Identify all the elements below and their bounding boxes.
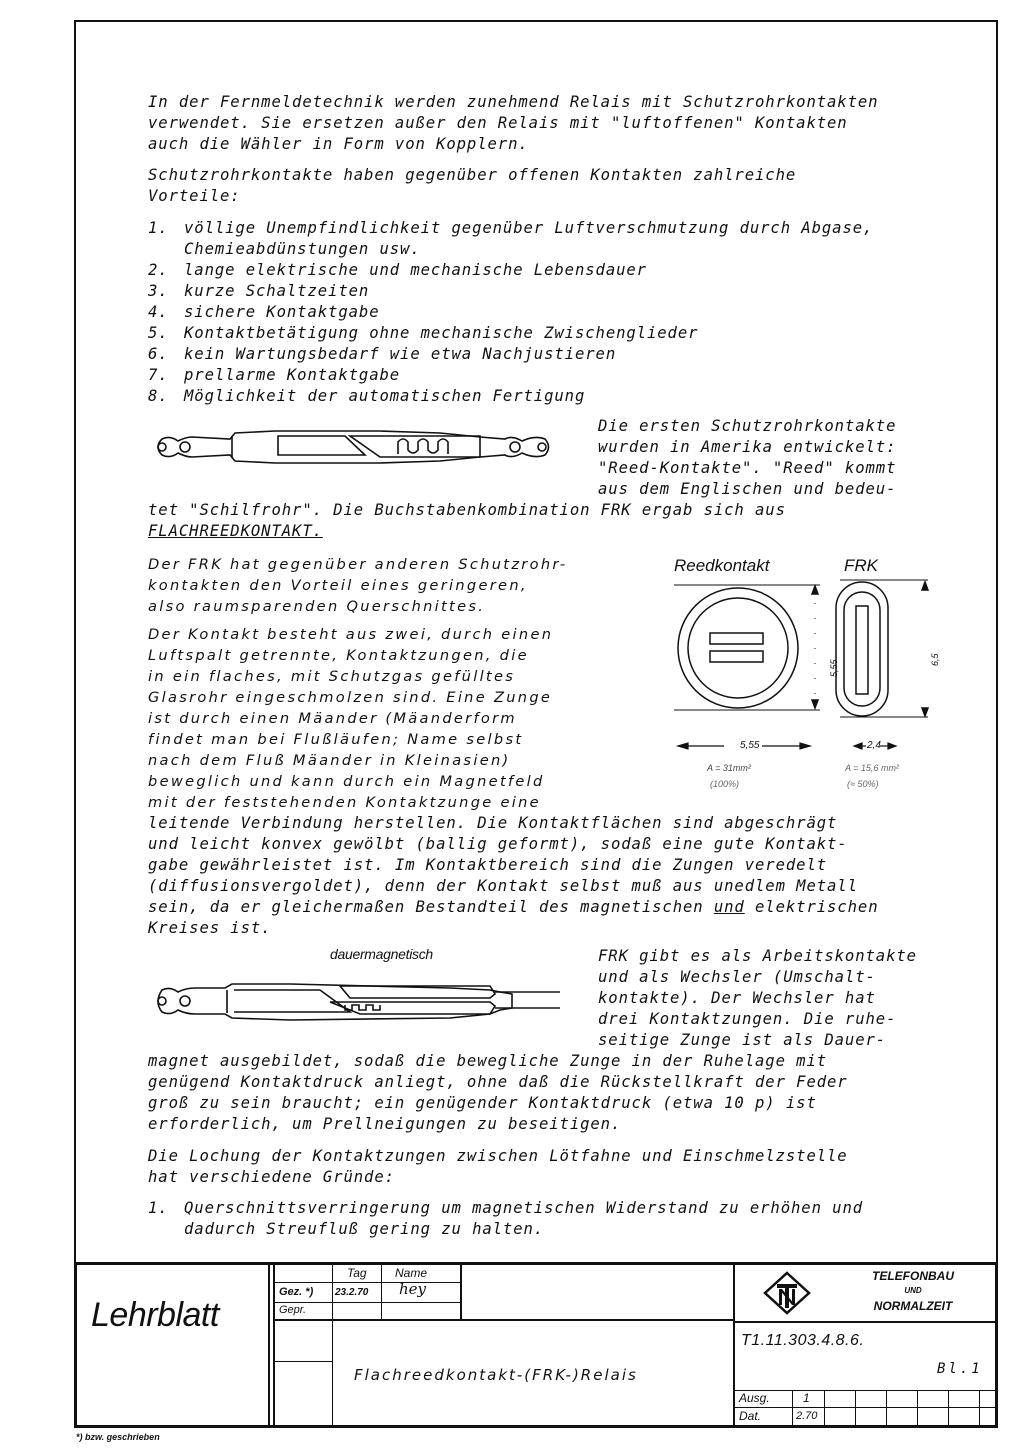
document-number: T1.11.303.4.8.6.: [741, 1332, 865, 1349]
divider: [948, 1390, 949, 1425]
divider: [735, 1407, 995, 1408]
text-line: (diffusionsvergoldet), denn der Kontakt selbst muß aus unedlem Metall: [148, 877, 858, 895]
text-line: und leicht konvex gewölbt (ballig geformt), sodaß eine gute Kontakt-: [148, 835, 848, 853]
col-header-name: Name: [395, 1266, 428, 1280]
date-value: 2.70: [796, 1410, 818, 1422]
text-line: Glasrohr eingeschmolzen sind. Eine Zunge: [148, 689, 553, 706]
reed-label: Reedkontakt: [674, 556, 770, 575]
row-label-gez: Gez. *): [279, 1286, 314, 1298]
divider: [332, 1265, 333, 1425]
list-item: Querschnittsverringerung um magnetischen Widerstand zu erhöhen und: [184, 1199, 864, 1217]
text-line: Vorteile:: [148, 187, 241, 205]
text-line: tet "Schilfrohr". Die Buchstabenkombination FRK ergab sich aus: [148, 501, 786, 519]
date-label: Dat.: [739, 1409, 762, 1423]
text-line: Luftspalt getrennte, Kontaktzungen, die: [148, 647, 529, 664]
list-item: Kontaktbetätigung ohne mechanische Zwischenglieder: [184, 324, 699, 342]
list-number: 6.: [148, 345, 169, 363]
text-line: gabe gewährleistet ist. Im Kontaktbereich sind die Zungen veredelt: [148, 856, 828, 874]
reed-contact-drawing: [150, 425, 560, 470]
text-segment: elektrischen: [744, 898, 879, 916]
text-line: Schutzrohrkontakte haben gegenüber offenen Kontakten zahlreiche: [148, 166, 797, 184]
sheet-type-cell: [77, 1265, 270, 1425]
divider: [979, 1390, 980, 1425]
divider: [792, 1390, 793, 1425]
text-line: kontakten den Vorteil eines geringeren,: [148, 577, 528, 594]
text-line: FLACHREEDKONTAKT.: [148, 522, 323, 540]
sheet-number: Bl.1: [937, 1361, 983, 1377]
text-line: seitige Zunge ist als Dauer-: [598, 1031, 887, 1049]
text-line: Der Kontakt besteht aus zwei, durch einen: [148, 626, 554, 643]
issue-value: 1: [803, 1391, 810, 1405]
list-number: 5.: [148, 324, 169, 342]
width-dimension-arrows: [674, 740, 934, 752]
divider: [735, 1321, 995, 1323]
frk-label: FRK: [844, 556, 878, 575]
title-block: [74, 1262, 998, 1428]
divider: [275, 1361, 332, 1362]
list-item: völlige Unempfindlichkeit gegenüber Luftverschmutzung durch Abgase,: [184, 219, 874, 237]
figure-label-permanent-magnet: dauermagnetisch: [330, 946, 433, 962]
text-line: Der FRK hat gegenüber anderen Schutzrohr-: [148, 556, 568, 573]
reed-width-dim: 5,55: [740, 740, 760, 751]
text-line: aus dem Englischen und bedeu-: [598, 480, 897, 498]
list-item-continuation: Chemieabdünstungen usw.: [184, 240, 421, 258]
list-number: 1.: [148, 219, 169, 237]
frk-area: A = 15,6 mm²: [845, 763, 899, 773]
list-number: 8.: [148, 387, 169, 405]
text-line: auch die Wähler in Form von Kopplern.: [148, 135, 529, 153]
list-item: kurze Schaltzeiten: [184, 282, 370, 300]
text-line: hat verschiedene Gründe:: [148, 1168, 395, 1186]
text-line: nach dem Fluß Mäander in Kleinasien): [148, 752, 511, 769]
list-item: prellarme Kontaktgabe: [184, 366, 401, 384]
divider: [886, 1390, 887, 1425]
col-header-tag: Tag: [347, 1266, 367, 1280]
company-logo: [763, 1271, 811, 1315]
list-item: sichere Kontaktgabe: [184, 303, 380, 321]
list-number: 7.: [148, 366, 169, 384]
text-line: verwendet. Sie ersetzen außer den Relais mit "luftoffenen" Kontakten: [148, 114, 848, 132]
text-line: genügend Kontaktdruck anliegt, ohne daß die Rückstellkraft der Feder: [148, 1073, 848, 1091]
text-line: [148, 897, 878, 917]
reed-height-dim: 5,55: [829, 659, 839, 677]
list-item: Möglichkeit der automatischen Fertigung: [184, 387, 586, 405]
divider: [275, 1319, 734, 1321]
divider: [460, 1265, 462, 1319]
list-number: 2.: [148, 261, 169, 279]
drawn-date: 23.2.70: [335, 1287, 369, 1298]
text-line: groß zu sein braucht; ein genügender Kontaktdruck (etwa 10 p) ist: [148, 1094, 817, 1112]
text-segment: sein, da er gleichermaßen Bestandteil des magnetischen: [148, 898, 714, 916]
frk-percent: (≈ 50%): [847, 779, 879, 789]
list-number: 3.: [148, 282, 169, 300]
divider: [855, 1390, 856, 1425]
divider: [733, 1265, 735, 1425]
text-line: erforderlich, um Prellneigungen zu beseitigen.: [148, 1115, 622, 1133]
text-line: Kreises ist.: [148, 919, 272, 937]
sheet-type: Lehrblatt: [91, 1296, 219, 1334]
document-title: Flachreedkontakt-(FRK-)Relais: [354, 1366, 638, 1384]
issue-label: Ausg.: [739, 1391, 770, 1405]
divider: [735, 1390, 995, 1391]
text-line: Die Lochung der Kontaktzungen zwischen Lötfahne und Einschmelzstelle: [148, 1147, 848, 1165]
list-number: 4.: [148, 303, 169, 321]
company-name-line1: TELEFONBAU: [872, 1269, 954, 1283]
text-line: kontakte). Der Wechsler hat: [598, 989, 876, 1007]
drawn-signature: hey: [399, 1280, 427, 1298]
list-number: 1.: [148, 1199, 169, 1217]
text-line: leitende Verbindung herstellen. Die Kontaktflächen sind abgeschrägt: [148, 814, 838, 832]
divider: [273, 1265, 275, 1425]
text-line: wurden in Amerika entwickelt:: [598, 438, 897, 456]
underlined-word: und: [713, 898, 745, 916]
company-name-line3: NORMALZEIT: [873, 1299, 953, 1313]
list-item: lange elektrische und mechanische Lebensdauer: [184, 261, 647, 279]
text-line: ist durch einen Mäander (Mäanderform: [148, 710, 517, 727]
text-line: Die ersten Schutzrohrkontakte: [598, 417, 897, 435]
text-line: magnet ausgebildet, sodaß die bewegliche Zunge in der Ruhelage mit: [148, 1052, 828, 1070]
text-line: mit der feststehenden Kontaktzunge eine: [148, 794, 541, 811]
footnote: *) bzw. geschrieben: [76, 1432, 160, 1442]
text-line: In der Fernmeldetechnik werden zunehmend Relais mit Schutzrohrkontakten: [148, 93, 879, 111]
text-line: FRK gibt es als Arbeitskontakte: [598, 947, 917, 965]
divider: [824, 1390, 825, 1425]
cross-section-drawing: [670, 578, 940, 738]
text-line: drei Kontaktzungen. Die ruhe-: [598, 1010, 897, 1028]
list-item-continuation: dadurch Streufluß gering zu halten.: [184, 1220, 545, 1238]
divider: [917, 1390, 918, 1425]
divider: [381, 1265, 382, 1319]
company-name-line2: UND: [904, 1286, 922, 1295]
reed-percent: (100%): [710, 779, 740, 789]
text-line: also raumsparenden Querschnittes.: [148, 598, 486, 615]
frk-width-dim: 2,4: [867, 740, 881, 751]
changeover-contact-drawing: [150, 980, 570, 1030]
frk-height-dim: 6,5: [930, 653, 940, 666]
row-label-gepr: Gepr.: [279, 1304, 307, 1316]
list-item: kein Wartungsbedarf wie etwa Nachjustieren: [184, 345, 617, 363]
reed-area: A = 31mm²: [707, 763, 751, 773]
text-line: findet man bei Flußläufen; Name selbst: [148, 731, 524, 748]
text-line: und als Wechsler (Umschalt-: [598, 968, 876, 986]
text-line: beweglich und kann durch ein Magnetfeld: [148, 773, 545, 790]
text-line: "Reed-Kontakte". "Reed" kommt: [598, 459, 897, 477]
text-line: in ein flaches, mit Schutzgas gefülltes: [148, 668, 516, 685]
